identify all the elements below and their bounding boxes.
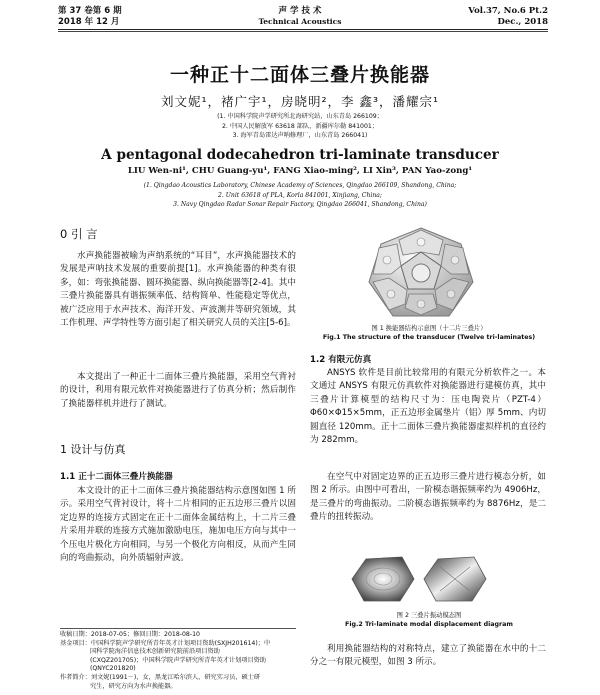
header-volume-zh: 第 37 卷第 6 期 (58, 6, 122, 16)
affiliation-en-2: 2. Unit 63618 of PLA, Korla 841001, Xinjiang, China; (218, 191, 382, 199)
section-1-heading: 1 设计与仿真 (60, 443, 126, 456)
section-1-2-heading: 1.2 有限元仿真 (310, 355, 372, 365)
modal-displacement-illustration (344, 549, 492, 609)
final-paragraph: 利用换能器结构的对称特点，建立了换能器在水中的十二分之一有限元模型，如图 3 所示。 (310, 644, 546, 668)
section-0-heading: 0 引 言 (60, 227, 98, 241)
header-journal-en: Technical Acoustics (258, 17, 342, 26)
header-date-en: Dec., 2018 (497, 17, 548, 27)
footnote-received: 收稿日期：2018-07-05；修回日期：2018-08-10 (60, 631, 200, 638)
footnote-funding-2: 国科学院海洋信息技术创新研究院前沿项目资助 (90, 648, 220, 656)
section-1-2-para-2: 在空气中对固定边界的正五边形三叠片进行模态分析，如图 2 所示。由图中可看出，一阶模态谐振频率约为 4906Hz，是三叠片的弯曲振动。二阶模态谐振频率约为 8876Hz，是二叠片的扭转振动。 (310, 472, 546, 523)
mode-1-shape (352, 557, 414, 601)
affiliation-en-1: (1. Qingdao Acoustics Laboratory, Chinese Academy of Sciences, Qingdao 266109, Shandong, China; (143, 182, 457, 189)
title-zh: 一种正十二面体三叠片换能器 (169, 64, 430, 86)
header-journal-zh: 声 学 技 术 (278, 6, 322, 16)
authors-zh: 刘文妮¹，褚广宇¹，房晓明²，李 鑫³，潘耀宗¹ (160, 94, 440, 109)
footnote-funding-1: 基金项目：中国科学院声学研究所青年英才计划项目资助(SXJH201614)；中 (60, 639, 271, 647)
dodecahedron-transducer-illustration (361, 222, 481, 322)
figure-2-image (344, 549, 492, 609)
affiliation-zh-3: 3. 海军青岛雷达声呐修理厂，山东青岛 266041) (232, 132, 368, 140)
section-1-1-para: 本文设计的正十二面体三叠片换能器结构示意图如图 1 所示。采用空气背衬设计，将十二片相同的正五边形三叠片以固定边界的连接方式固定在正十二面体金属结构上，十二片三叠片采用并联的连接方式施加激励电压，施加电压方向与其中一个压电片极化方向相同，与另一个极化方向相反，从而产生同向的弯曲振动，向外质辐射声波。 (60, 486, 296, 564)
figure-1-image (361, 222, 481, 322)
affiliations-zh (0, 112, 600, 141)
affiliation-zh-2: 2. 中国人民解放军 63618 部队，新疆库尔勒 841001； (221, 122, 379, 130)
footnote-funding-4: (QNYC201820) (90, 665, 136, 673)
affiliation-en-3: 3. Navy Qingdao Radar Sonar Repair Factory, Qingdao 266041, Shandong, China) (173, 201, 427, 208)
section-0-para-1: 水声换能器被喻为声纳系统的“耳目”，水声换能器技术的发展是声呐技术发展的重要前提[1]。水声换能器的种类有很多，如：弯张换能器、圆环换能器、纵向换能器等[2-4]。其中三叠片换能器具有谐振频率低、结构简单、性能稳定等优点，被广泛应用于水声技术、海洋开发、声波测井等研究领域，其工作机理、声学特性等方面引起了相关研究人员的关注[5-6]。 (60, 251, 296, 329)
authors-en: LIU Wen-ni¹, CHU Guang-yu¹, FANG Xiao-ming², LI Xin³, PAN Yao-zong¹ (127, 166, 473, 176)
header-rule (58, 29, 548, 30)
footnote-funding-3: (CXQZ201705)；中国科学院声学研究所青年英才计划项目资助 (90, 656, 267, 664)
figure-2-caption-en: Fig.2 Tri-laminate modal displacement diagram (345, 621, 513, 628)
section-1-1-heading: 1.1 正十二面体三叠片换能器 (60, 472, 173, 482)
footnote-author-2: 究生，研究方向为水声换能器。 (90, 682, 177, 690)
affiliations-en (0, 181, 600, 210)
footnote-author-1: 作者简介：刘文妮(1991－)，女，黑龙江哈尔滨人，研究实习员，硕士研 (60, 673, 261, 681)
header-volume-en: Vol.37, No.6 Pt.2 (468, 6, 548, 16)
header-date-zh: 2018 年 12 月 (58, 17, 120, 27)
section-1-2-para-1: ANSYS 软件是目前比较常用的有限元分析软件之一。本文通过 ANSYS 有限元仿真软件对换能器进行建模仿真，其中三叠片计算模型的结构尺寸为：压电陶瓷片（PZT-4）Φ60×Φ15×5mm，正五边形金属垫片（铝）厚 5mm、内切圆直径 120mm。正十二面体三叠片换能器虚拟样机的直径约为 282mm。 (310, 368, 546, 446)
footnotes (60, 631, 300, 691)
footnote-rule (60, 628, 296, 629)
figure-1-caption-zh: 图 1 换能器结构示意图（十二片三叠片） (371, 325, 487, 332)
section-0-para-2: 本文提出了一种正十二面体三叠片换能器，采用空气背衬的设计，利用有限元软件对换能器进行了仿真分析；然后制作了换能器样机并进行了测试。 (60, 372, 296, 409)
affiliation-zh-1: (1. 中国科学院声学研究所北海研究站，山东青岛 266109； (217, 113, 383, 120)
header-rule-thin (58, 31, 548, 32)
figure-1-caption-en: Fig.1 The structure of the transducer (Twelve tri-laminates) (322, 334, 536, 341)
figure-2-caption-zh: 图 2 三叠片振动模态图 (396, 612, 462, 619)
title-en: A pentagonal dodecahedron tri-laminate transducer (101, 147, 499, 163)
